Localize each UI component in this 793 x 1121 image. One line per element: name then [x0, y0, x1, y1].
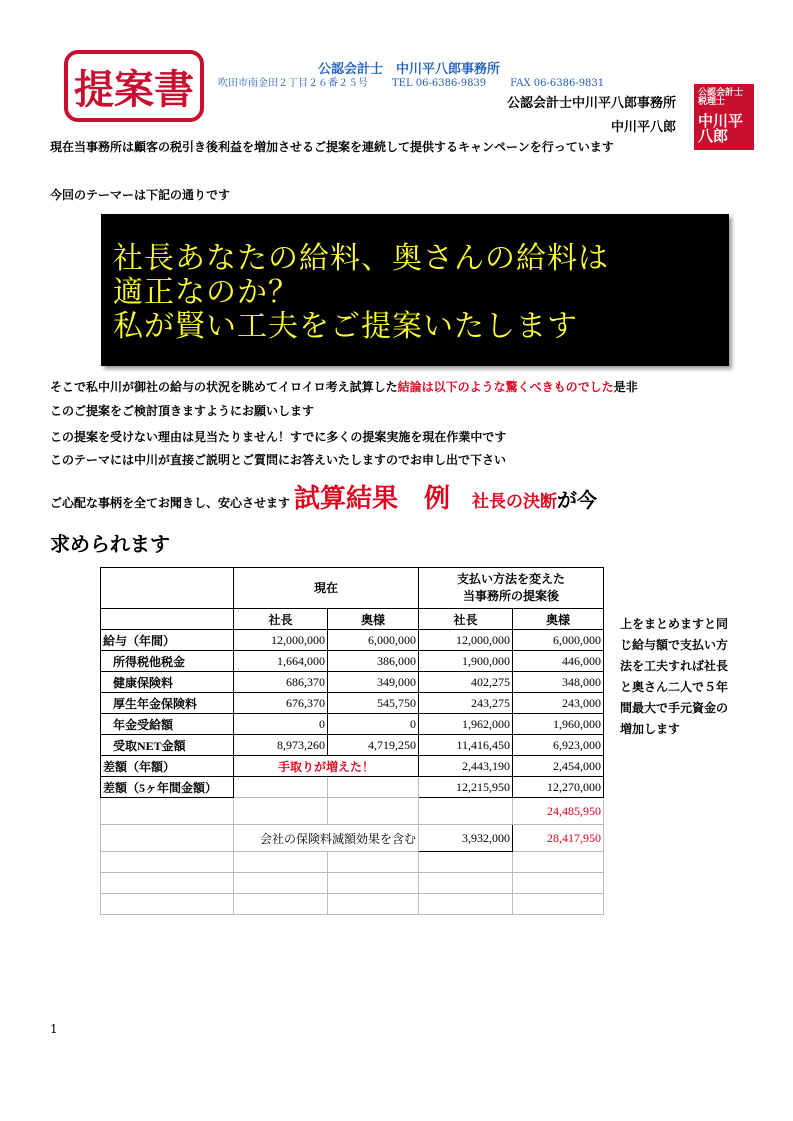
empty-row: [101, 852, 604, 873]
diff-row: [101, 756, 604, 777]
empty-cell: [234, 798, 328, 825]
body-paragraph-3: [50, 376, 638, 398]
cell-value: 1,962,000: [419, 714, 513, 735]
fax-text: FAX 06-6386-9831: [510, 78, 605, 89]
seal-line-2: 中川平八郎: [698, 111, 744, 146]
empty-cell: [101, 798, 234, 825]
official-seal: [694, 84, 754, 150]
decision-text: 社長の決断: [472, 492, 558, 512]
cell-value: 12,000,000: [234, 630, 328, 651]
address-text: 吹田市南金田２丁目２６番２５号: [218, 78, 368, 89]
empty-cell: [328, 777, 419, 798]
cell-value: 6,000,000: [328, 630, 419, 651]
header-proposal-2: 当事務所の提案後: [462, 589, 559, 603]
firm-title: 公認会計士 中川平八郎事務所: [318, 62, 501, 77]
cell-value: 243,000: [513, 693, 604, 714]
table-row: [101, 693, 604, 714]
diff5-value: 12,270,000: [513, 777, 604, 798]
insurance-row: [101, 825, 604, 852]
row-label: 給与（年間）: [101, 630, 234, 651]
seal-line-1: 公認会計士税理士: [698, 88, 744, 108]
p3-text-b: 是非: [613, 380, 638, 394]
empty-cell: [101, 825, 234, 852]
diff-value: 2,454,000: [513, 756, 604, 777]
table-row: [101, 714, 604, 735]
row-label: 厚生年金保険料: [101, 693, 234, 714]
banner-line-3: 私が賢い工夫をご提案いたします: [113, 309, 578, 344]
diff-note: 手取りが増えた！: [234, 756, 419, 777]
banner-line-1: 社長あなたの給料、奥さんの給料は: [113, 241, 609, 276]
p3-conclusion: 結論は以下のような驚くべきものでした: [397, 380, 614, 394]
tel-text: TEL 06-6386-9839: [392, 78, 487, 89]
cell-value: 386,000: [328, 651, 419, 672]
cell-value: 12,000,000: [419, 630, 513, 651]
cell-value: 348,000: [513, 672, 604, 693]
diff5-value: 12,215,950: [419, 777, 513, 798]
cell-value: 349,000: [328, 672, 419, 693]
page-number: 1: [50, 1022, 58, 1036]
col-president-proposal: 社長: [419, 609, 513, 630]
insurance-note: 会社の保険料減額効果を含む: [234, 825, 419, 852]
row-label: 受取NET金額: [101, 735, 234, 756]
cell-value: 686,370: [234, 672, 328, 693]
p3-text-a: そこで私中川が御社の給与の状況を眺めてイロイロ考え試算した: [50, 380, 398, 394]
col-president-current: 社長: [234, 609, 328, 630]
row-label: 所得税他税金: [101, 651, 234, 672]
empty-cell: [328, 798, 419, 825]
intro-paragraph-1: 現在当事務所は顧客の税引き後利益を増加させるご提案を連続して提供するキャンペーンを行っています: [50, 140, 614, 154]
cell-value: 446,000: [513, 651, 604, 672]
cell-value: 0: [328, 714, 419, 735]
cell-value: 6,000,000: [513, 630, 604, 651]
row-label: 健康保険料: [101, 672, 234, 693]
cell-value: 676,370: [234, 693, 328, 714]
subheader-blank: [101, 609, 234, 630]
table-row: [101, 651, 604, 672]
table-row: [101, 735, 604, 756]
cell-value: 11,416,450: [419, 735, 513, 756]
intro-paragraph-2: 今回のテーマーは下記の通りです: [50, 188, 231, 202]
body-paragraph-5: この提案を受けない理由は見当たりません！すでに多くの提案実施を現在作業中です: [50, 430, 507, 444]
cell-value: 8,973,260: [234, 735, 328, 756]
total-row: [101, 798, 604, 825]
summary-note: 上をまとめますと同じ給与額で支払い方法を工夫すれば社長と奥さん二人で５年間最大で手元資金の増加します: [620, 617, 729, 736]
result-heading-line: [50, 478, 597, 515]
cell-value: 0: [234, 714, 328, 735]
cell-value: 4,719,250: [328, 735, 419, 756]
firm-address: [218, 74, 604, 89]
diff5-row: [101, 777, 604, 798]
empty-cell: [419, 798, 513, 825]
insurance-value: 3,932,000: [419, 825, 513, 852]
cell-value: 6,923,000: [513, 735, 604, 756]
table-row: [101, 630, 604, 651]
header-current: 現在: [234, 568, 419, 609]
comparison-table: [100, 567, 604, 915]
result-heading-line-2: 求められます: [50, 532, 170, 556]
empty-cell: [234, 777, 328, 798]
header-proposal-1: 支払い方法を変えた: [456, 572, 565, 586]
body-paragraph-6: このテーマには中川が直接ご説明とご質問にお答えいたしますのでお申し出で下さい: [50, 453, 507, 467]
header-blank: [101, 568, 234, 609]
body-paragraph-4: このご提案をご検討頂きますようにお願いします: [50, 404, 315, 418]
decision-tail: が今: [557, 488, 598, 512]
grand-total: 28,417,950: [513, 825, 604, 852]
diff5-label: 差額（5ヶ年間金額）: [101, 777, 234, 798]
reassure-text: ご心配な事柄を全てお聞きし、安心させます: [50, 496, 291, 510]
cell-value: 1,900,000: [419, 651, 513, 672]
result-title: 試算結果 例: [294, 484, 451, 514]
row-label: 年金受給額: [101, 714, 234, 735]
banner-line-2: 適正なのか？: [113, 275, 299, 310]
cell-value: 243,275: [419, 693, 513, 714]
col-wife-current: 奥様: [328, 609, 419, 630]
total-5yr: 24,485,950: [513, 798, 604, 825]
firm-name: 公認会計士中川平八郎事務所: [506, 96, 676, 111]
proposal-stamp: 提案書: [64, 50, 204, 122]
cell-value: 545,750: [328, 693, 419, 714]
empty-row: [101, 873, 604, 894]
col-wife-proposal: 奥様: [513, 609, 604, 630]
cell-value: 1,664,000: [234, 651, 328, 672]
cell-value: 1,960,000: [513, 714, 604, 735]
person-name: 中川平八郎: [610, 120, 676, 135]
diff-label: 差額（年額）: [101, 756, 234, 777]
diff-value: 2,443,190: [419, 756, 513, 777]
header-proposal: [419, 568, 604, 609]
theme-banner: [101, 214, 729, 366]
empty-row: [101, 894, 604, 915]
table-row: [101, 672, 604, 693]
cell-value: 402,275: [419, 672, 513, 693]
